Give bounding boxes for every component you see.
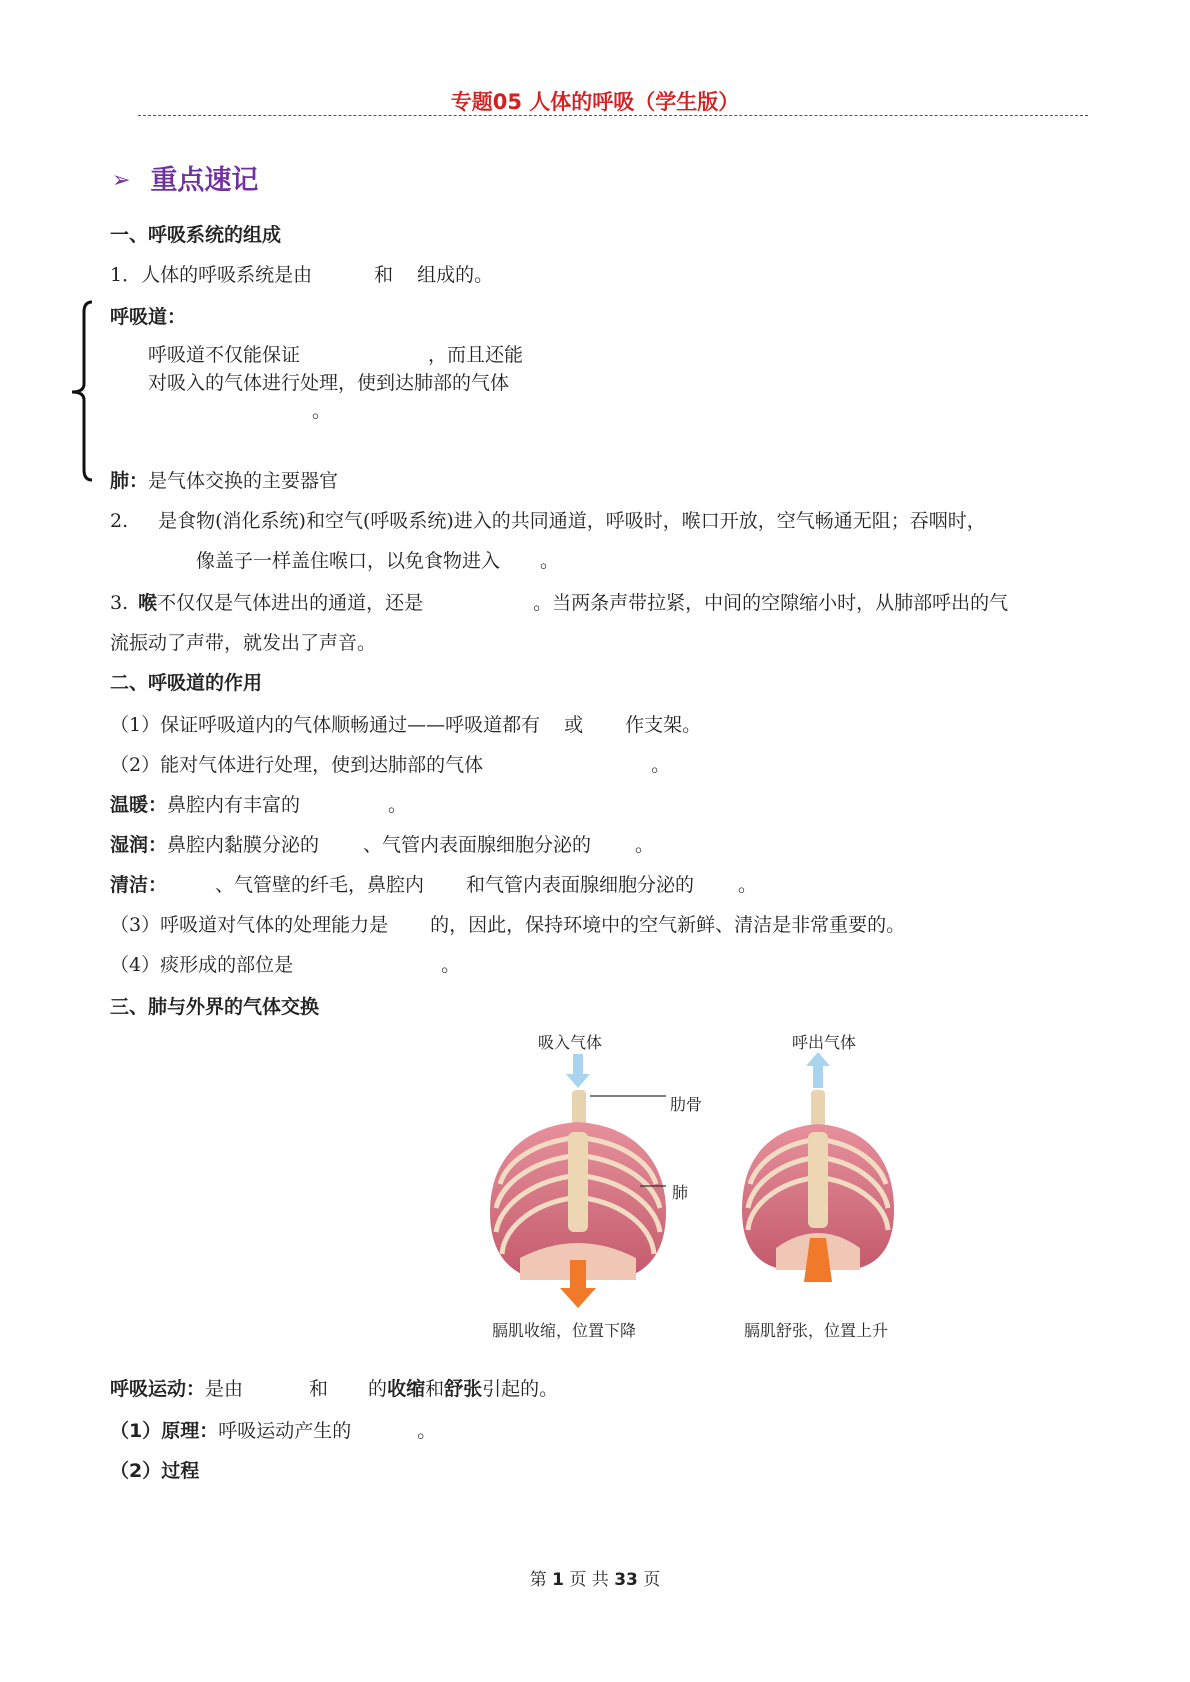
part2-p3-a: （3）呼吸道对气体的处理能力是 bbox=[110, 914, 389, 936]
heading-gas-exchange: 三、肺与外界的气体交换 bbox=[110, 996, 320, 1018]
item-3-text-b: 。当两条声带拉紧，中间的空隙缩小时，从肺部呼出的气 bbox=[533, 592, 1009, 614]
footer-a: 第 bbox=[529, 1570, 547, 1590]
clean-end: 。 bbox=[738, 874, 758, 896]
lung-label: 肺： bbox=[110, 470, 149, 492]
footer-c: 页 bbox=[643, 1570, 661, 1590]
item-2-line-2b: 。 bbox=[540, 550, 560, 572]
warm-line bbox=[110, 790, 407, 817]
airway-line-1b: ，而且还能 bbox=[428, 344, 524, 366]
part2-p3 bbox=[110, 910, 905, 937]
part2-p2-b: 。 bbox=[651, 754, 671, 776]
footer-total-pages: 33 bbox=[614, 1570, 638, 1590]
item-1 bbox=[110, 260, 493, 287]
heading-respiratory-system: 一、呼吸系统的组成 bbox=[110, 224, 282, 246]
airway-line-2: 对吸入的气体进行处理，使到达肺部的气体 bbox=[148, 372, 510, 394]
moist-label: 湿润： bbox=[110, 834, 168, 856]
motion-a: 是由 bbox=[205, 1378, 244, 1400]
airway-line-1a: 呼吸道不仅能保证 bbox=[148, 344, 301, 366]
part2-p3-b: 的，因此，保持环境中的空气新鲜、清洁是非常重要的。 bbox=[430, 914, 906, 936]
item-3-larynx: 喉 bbox=[138, 592, 158, 614]
principle-end: 。 bbox=[417, 1420, 437, 1442]
footer-page-number: 1 bbox=[552, 1570, 564, 1590]
motion-b: 和 bbox=[309, 1378, 329, 1400]
process-label: （2）过程 bbox=[110, 1460, 200, 1482]
motion-c: 的 bbox=[368, 1378, 388, 1400]
moist-text-a: 鼻腔内黏膜分泌的 bbox=[167, 834, 320, 856]
airway-line-1 bbox=[148, 340, 523, 367]
principle-label: （1）原理： bbox=[110, 1420, 219, 1442]
part2-p4-a: （4）痰形成的部位是 bbox=[110, 954, 294, 976]
footer-b: 页 共 bbox=[569, 1570, 609, 1590]
breathing-motion-line bbox=[110, 1374, 558, 1401]
warm-end: 。 bbox=[388, 794, 408, 816]
item-3-line-2: 流振动了声带，就发出了声音。 bbox=[110, 632, 377, 654]
motion-contract: 收缩 bbox=[387, 1378, 426, 1400]
airway-label: 呼吸道： bbox=[110, 306, 187, 328]
principle-line bbox=[110, 1416, 436, 1443]
item-1-end: 组成的。 bbox=[417, 264, 494, 286]
clean-text-a: 、气管壁的纤毛，鼻腔内 bbox=[215, 874, 425, 896]
chest-exhale-illustration bbox=[742, 1090, 894, 1282]
motion-g: 引起的。 bbox=[482, 1378, 559, 1400]
caption-left: 膈肌收缩，位置下降 bbox=[492, 1321, 637, 1340]
section-title: 重点速记 bbox=[150, 165, 259, 196]
part2-p4 bbox=[110, 950, 460, 977]
motion-e: 和 bbox=[425, 1378, 445, 1400]
motion-label: 呼吸运动： bbox=[110, 1378, 206, 1400]
header-rule bbox=[138, 115, 1088, 116]
item-3 bbox=[110, 588, 1008, 615]
part2-p2-a: （2）能对气体进行处理，使到达肺部的气体 bbox=[110, 754, 484, 776]
caption-right: 膈肌舒张，位置上升 bbox=[744, 1321, 889, 1340]
page-footer bbox=[0, 1565, 1190, 1590]
breathing-diagram bbox=[480, 1052, 920, 1314]
label-rib: 肋骨 bbox=[670, 1095, 703, 1114]
clean-label: 清洁： bbox=[110, 874, 168, 896]
part2-p1 bbox=[110, 710, 701, 737]
curly-bracket bbox=[68, 300, 98, 482]
part2-p2 bbox=[110, 750, 670, 777]
item-2-line-2a: 像盖子一样盖住喉口，以免食物进入 bbox=[196, 550, 501, 572]
moist-line bbox=[110, 830, 654, 857]
part2-p1-a: （1）保证呼吸道内的气体顺畅通过——呼吸道都有 bbox=[110, 714, 541, 736]
lung-text: 是气体交换的主要器官 bbox=[148, 470, 339, 492]
item-2-text: 是食物(消化系统)和空气(呼吸系统)进入的共同通道，呼吸时，喉口开放，空气畅通无阻；吞咽时， bbox=[158, 510, 986, 532]
principle-text: 呼吸运动产生的 bbox=[218, 1420, 352, 1442]
warm-text: 鼻腔内有丰富的 bbox=[167, 794, 301, 816]
item-3-text-a: 不仅仅是气体进出的通道，还是 bbox=[157, 592, 424, 614]
warm-label: 温暖： bbox=[110, 794, 168, 816]
label-lung: 肺 bbox=[672, 1183, 689, 1202]
item-2-line-2 bbox=[196, 546, 559, 573]
part2-p1-c: 作支架。 bbox=[625, 714, 702, 736]
clean-text-b: 和气管内表面腺细胞分泌的 bbox=[466, 874, 695, 896]
moist-end: 。 bbox=[635, 834, 655, 856]
moist-text-b: 、气管内表面腺细胞分泌的 bbox=[363, 834, 592, 856]
section-heading bbox=[112, 158, 258, 197]
item-2 bbox=[110, 506, 986, 533]
heading-airway-function: 二、呼吸道的作用 bbox=[110, 672, 263, 694]
motion-relax: 舒张 bbox=[444, 1378, 483, 1400]
airway-line-3: 。 bbox=[312, 400, 332, 422]
item-1-text: 1．人体的呼吸系统是由 bbox=[110, 264, 313, 286]
item-2-num: 2. bbox=[110, 510, 129, 532]
part2-p4-b: 。 bbox=[441, 954, 461, 976]
item-1-and: 和 bbox=[374, 264, 394, 286]
document-title: 专题05 人体的呼吸（学生版） bbox=[450, 90, 740, 114]
inhale-arrow-icon bbox=[566, 1054, 590, 1088]
clean-line bbox=[110, 870, 757, 897]
label-inhale: 吸入气体 bbox=[538, 1033, 603, 1052]
chest-inhale-illustration bbox=[490, 1090, 666, 1308]
exhale-arrow-icon bbox=[806, 1052, 830, 1088]
part2-p1-b: 或 bbox=[564, 714, 584, 736]
arrow-bullet-icon: ➢ bbox=[112, 168, 131, 193]
lung-line bbox=[110, 466, 338, 493]
item-3-num: 3. bbox=[110, 592, 129, 614]
label-exhale: 呼出气体 bbox=[792, 1033, 857, 1052]
